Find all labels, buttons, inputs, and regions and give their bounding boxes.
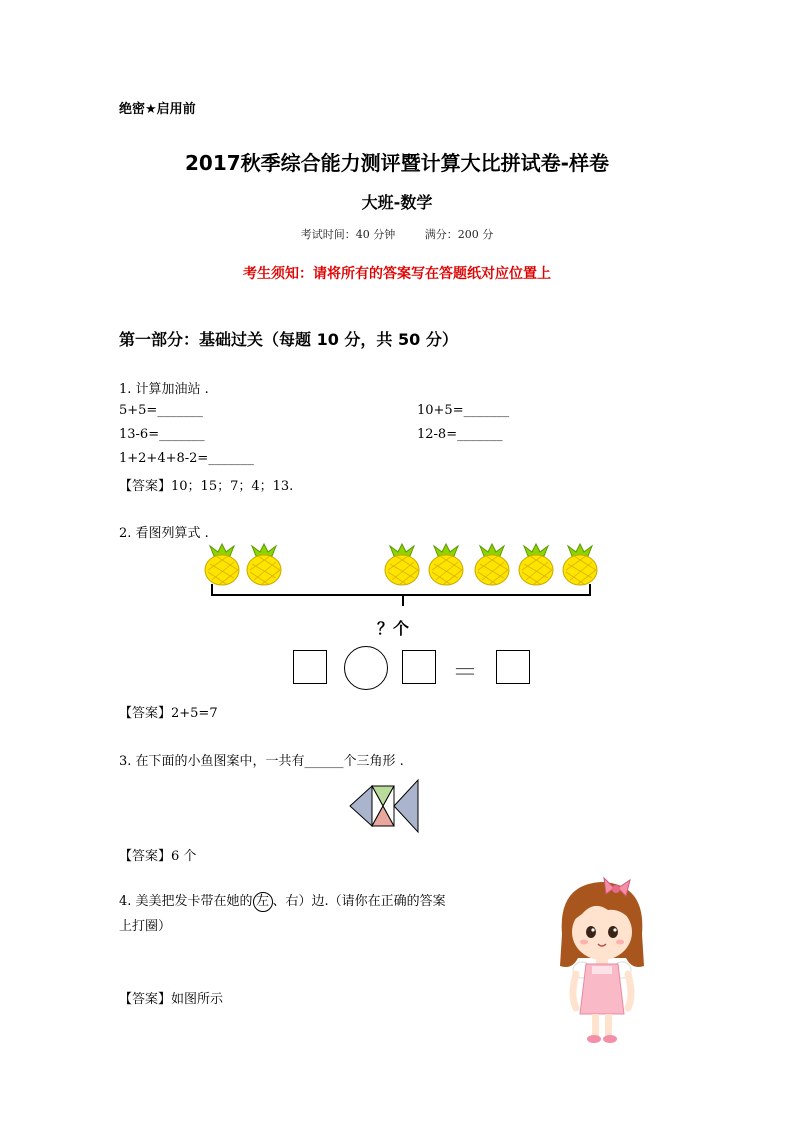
full-score: 满分：200 分 (424, 228, 494, 241)
question-mark-label: ？个 (377, 619, 410, 638)
pineapple-icon (247, 544, 281, 585)
fish-triangle (350, 786, 372, 826)
q4-stem-line2: 上打圈） (119, 919, 172, 934)
q1-item: 5+5=_______ (119, 403, 203, 418)
exam-notice: 考生须知：请将所有的答案写在答题纸对应位置上 (243, 266, 551, 282)
pineapple-icon (563, 544, 597, 585)
q1-item: 12-8=_______ (417, 427, 503, 442)
pineapple-figure (190, 538, 610, 613)
answer-box (496, 650, 530, 684)
exam-time: 考试时间：40 分钟 (300, 228, 396, 241)
q1-answer: 【答案】10；15；7；4；13. (119, 479, 294, 494)
q4-stem-mid: 、右）边.（请你在正确的答案 (272, 894, 446, 909)
pineapple-icon (385, 544, 419, 585)
q1-item: 1+2+4+8-2=_______ (119, 451, 254, 466)
girl-illustration (552, 874, 652, 1046)
section-title: 第一部分：基础过关（每题 10 分，共 50 分） (119, 330, 458, 349)
fish-triangle (394, 780, 418, 832)
pineapple-icon (429, 544, 463, 585)
fish-figure (348, 776, 420, 836)
answer-box (402, 650, 436, 684)
q4-stem (119, 890, 446, 912)
pineapple-icon (475, 544, 509, 585)
q2-answer: 【答案】2+5=7 (119, 706, 218, 721)
page-subtitle: 大班-数学 (361, 193, 433, 212)
q4-answer: 【答案】如图所示 (119, 992, 224, 1007)
equals-sign: ＝ (452, 658, 479, 688)
circled-answer: 左 (253, 892, 273, 912)
q1-stem: 1. 计算加油站 . (119, 382, 209, 397)
answer-box (293, 650, 327, 684)
pineapple-icon (519, 544, 553, 585)
pineapple-icon (205, 544, 239, 585)
q4-stem-start: 4. 美美把发卡带在她的 (119, 894, 253, 909)
q1-item: 13-6=_______ (119, 427, 205, 442)
q3-answer: 【答案】6 个 (119, 849, 197, 864)
exam-info (0, 226, 794, 242)
q3-stem: 3. 在下面的小鱼图案中，一共有______个三角形 . (119, 754, 404, 769)
page-title: 2017秋季综合能力测评暨计算大比拼试卷-样卷 (185, 151, 609, 175)
confidential-label: 绝密★启用前 (119, 102, 196, 117)
operator-circle (344, 646, 388, 690)
q2-stem: 2. 看图列算式 . (119, 526, 209, 541)
brace-bracket (212, 584, 590, 606)
q1-item: 10+5=_______ (417, 403, 510, 418)
